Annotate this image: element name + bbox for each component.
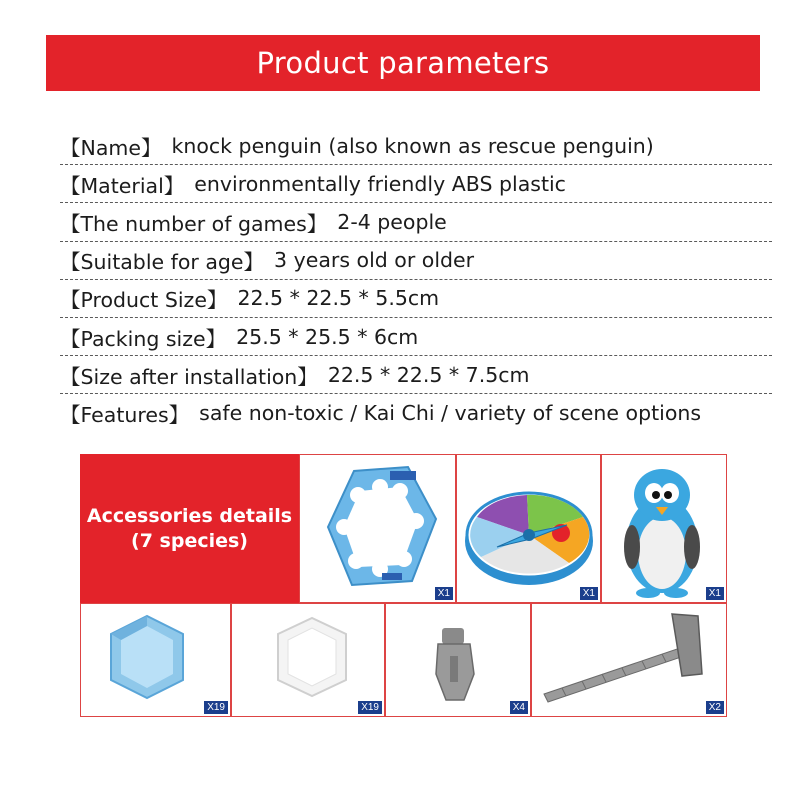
param-row-features (60, 394, 772, 432)
param-value: environmentally friendly ABS plastic (194, 171, 566, 196)
param-row-age (60, 242, 772, 280)
param-key: 【Features】 (60, 403, 190, 428)
spinner-board-icon (457, 455, 601, 603)
accessories-title-line2: (7 species) (131, 529, 248, 552)
param-row-name (60, 127, 772, 165)
accessory-penguin (601, 454, 727, 603)
banner-title: Product parameters (46, 35, 760, 91)
param-key: 【The number of games】 (60, 211, 328, 236)
quantity-badge: X1 (435, 587, 453, 600)
quantity-badge: X19 (358, 701, 382, 714)
param-value: 2-4 people (337, 209, 447, 234)
accessory-spinner-board (456, 454, 601, 603)
accessories-title-line1: Accessories details (86, 504, 293, 527)
quantity-badge: X4 (510, 701, 528, 714)
param-row-installed-size (60, 356, 772, 394)
quantity-badge: X1 (580, 587, 598, 600)
param-value: 22.5 * 22.5 * 5.5cm (237, 286, 440, 311)
param-row-players (60, 203, 772, 241)
parameter-list (60, 127, 772, 433)
quantity-badge: X19 (204, 701, 228, 714)
hexagon-frame-icon (300, 455, 456, 603)
accessory-blue-ice-block (80, 603, 231, 717)
param-value: knock penguin (also known as rescue penguin) (171, 133, 654, 158)
hammer-icon (532, 604, 727, 717)
accessories-grid (80, 454, 727, 717)
accessory-hammer (531, 603, 727, 717)
param-value: safe non-toxic / Kai Chi / variety of scene options (199, 401, 702, 426)
penguin-figure-icon (602, 455, 727, 603)
param-row-material (60, 165, 772, 203)
param-key: 【Name】 (60, 135, 162, 160)
param-key: 【Packing size】 (60, 326, 227, 351)
param-value: 3 years old or older (274, 248, 475, 273)
param-key: 【Size after installation】 (60, 364, 318, 389)
param-key: 【Suitable for age】 (60, 250, 265, 275)
accessory-white-ice-block (231, 603, 385, 717)
accessories-title (80, 454, 299, 603)
param-row-packing-size (60, 318, 772, 356)
quantity-badge: X2 (706, 701, 724, 714)
accessory-hexagon-frame (299, 454, 456, 603)
param-value: 22.5 * 22.5 * 7.5cm (327, 362, 530, 387)
param-row-product-size (60, 280, 772, 318)
param-key: 【Product Size】 (60, 288, 228, 313)
accessory-support-piece (385, 603, 531, 717)
param-key: 【Material】 (60, 173, 185, 198)
quantity-badge: X1 (706, 587, 724, 600)
param-value: 25.5 * 25.5 * 6cm (236, 324, 419, 349)
